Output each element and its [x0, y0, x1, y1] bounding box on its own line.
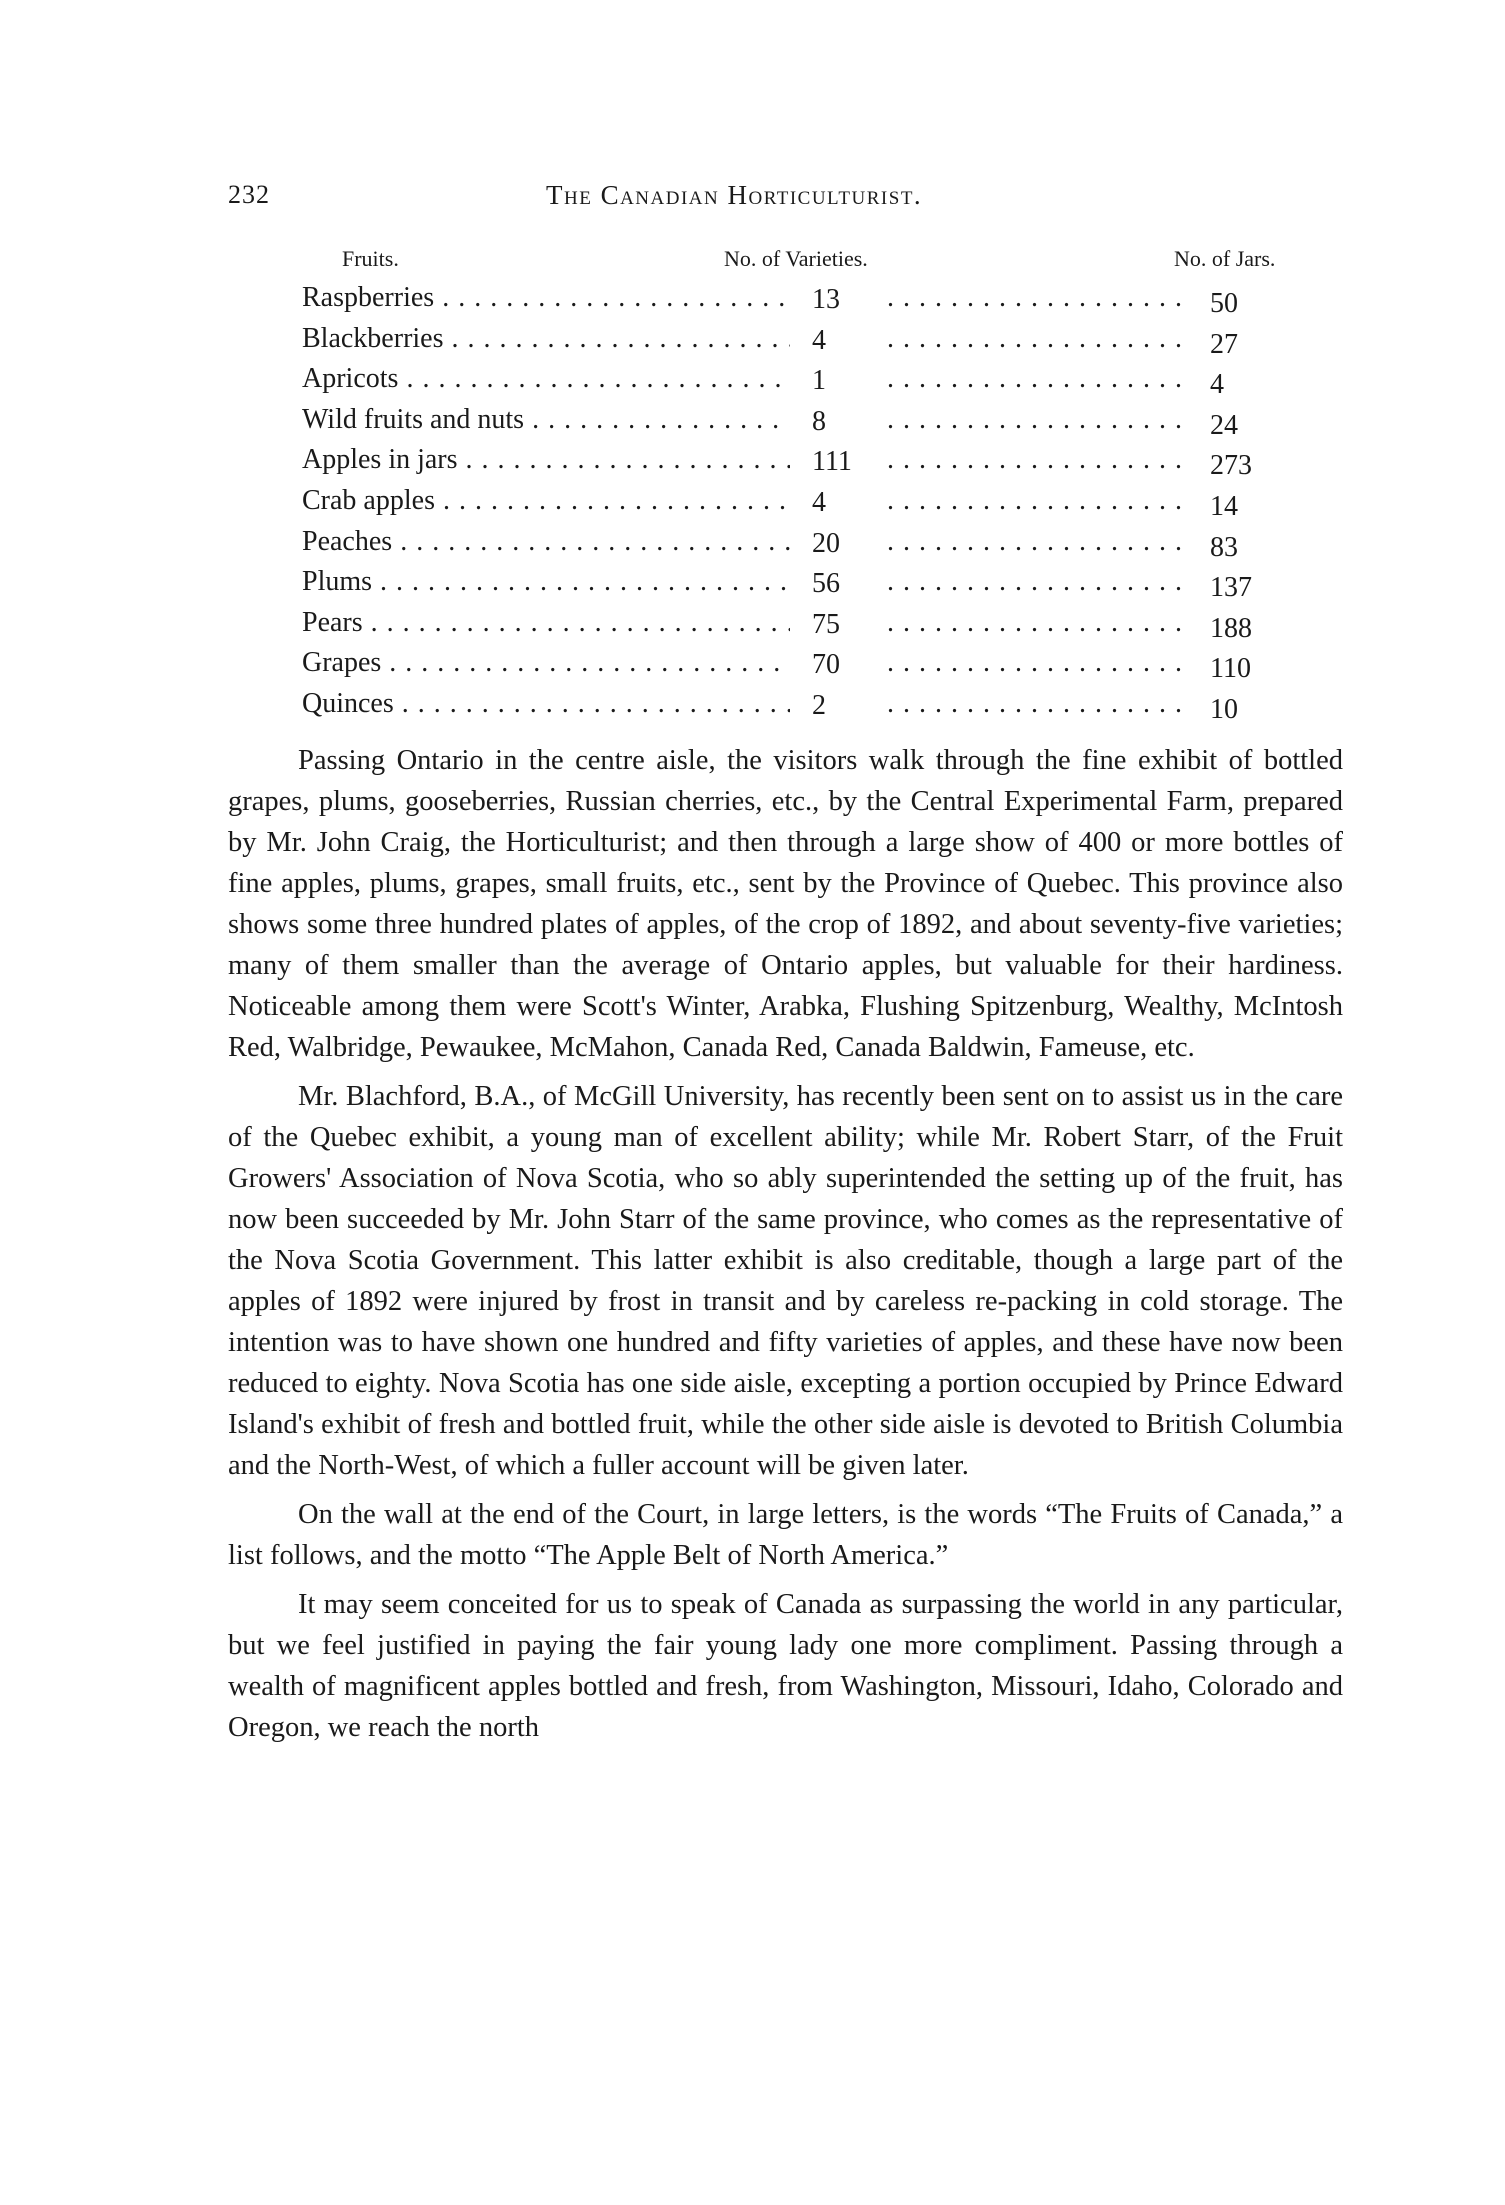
dot-leader: [887, 444, 1192, 476]
column-header-varieties: No. of Varieties.: [724, 246, 868, 271]
variety-count: 13: [812, 284, 872, 316]
fruit-name: Apples in jars . . .: [302, 444, 790, 476]
jar-count: 4: [1210, 369, 1290, 401]
jar-count: 10: [1210, 694, 1290, 726]
variety-count: 4: [812, 487, 872, 519]
dot-leader: [887, 363, 1192, 395]
variety-count: 1: [812, 365, 872, 397]
jar-count: 110: [1210, 653, 1290, 685]
table-row: [302, 607, 1332, 648]
jar-count: 273: [1210, 450, 1290, 482]
table-row: [302, 485, 1332, 526]
column-header-fruits: Fruits.: [342, 246, 399, 271]
dot-leader: [887, 282, 1192, 314]
table-row: [302, 404, 1332, 445]
variety-count: 70: [812, 649, 872, 681]
table-row: [302, 526, 1332, 567]
table-row: [302, 323, 1332, 364]
variety-count: 8: [812, 406, 872, 438]
variety-count: 2: [812, 690, 872, 722]
table-row: [302, 566, 1332, 607]
jar-count: 83: [1210, 532, 1290, 564]
table-row: [302, 444, 1332, 485]
variety-count: 111: [812, 446, 872, 478]
jar-count: 14: [1210, 491, 1290, 523]
table-row: [302, 363, 1332, 404]
dot-leader: [887, 526, 1192, 558]
dot-leader: [887, 688, 1192, 720]
jar-count: 27: [1210, 329, 1290, 361]
article-body: [228, 740, 1343, 1748]
dot-leader: [887, 404, 1192, 436]
paragraph-nova-scotia: Mr. Blachford, B.A., of McGill University, has recently been sent on to assist us in the care of the Quebec exhibit, a young man of excellent ability; while Mr. Robert Starr, of the Fruit Growers' Association of Nova Scotia, who so ably superintended the setting up of the fruit, has now been succeeded by Mr. John Starr of the same province, who comes as the representative of the Nova Scotia Government. This latter exhibit is also creditable, though a large part of the apples of 1892 were injured by frost in transit and by careless re-packing in cold storage. The intention was to have shown one hundred and fifty varieties of apples, and these have now been reduced to eighty. Nova Scotia has one side aisle, excepting a portion occupied by Prince Edward Island's exhibit of fresh and bottled fruit, while the other side aisle is devoted to British Columbia and the North-West, of which a fuller account will be given later.: [228, 1081, 1343, 1481]
dot-leader: [887, 647, 1192, 679]
variety-count: 20: [812, 528, 872, 560]
page-number: 232: [228, 180, 270, 209]
fruit-name: Pears . . .: [302, 607, 790, 639]
fruit-name: Wild fruits and nuts . . .: [302, 404, 790, 436]
fruit-name: Crab apples . . .: [302, 485, 790, 517]
variety-count: 4: [812, 325, 872, 357]
paragraph-wall-motto: On the wall at the end of the Court, in large letters, is the words “The Fruits of Canada,” a list follows, and the motto “The Apple Belt of North America.”: [228, 1499, 1343, 1571]
jar-count: 50: [1210, 288, 1290, 320]
variety-count: 56: [812, 568, 872, 600]
jar-count: 24: [1210, 410, 1290, 442]
dot-leader: [887, 566, 1192, 598]
table-row: [302, 282, 1332, 323]
fruit-name: Raspberries . . .: [302, 282, 790, 314]
dot-leader: [887, 485, 1192, 517]
fruit-table: [302, 246, 1332, 729]
fruit-name: Peaches . . .: [302, 526, 790, 558]
fruit-name: Plums . . .: [302, 566, 790, 598]
page-header: [228, 180, 1378, 220]
fruit-name: Quinces . . .: [302, 688, 790, 720]
jar-count: 188: [1210, 613, 1290, 645]
paragraph-canada-compliment: It may seem conceited for us to speak of Canada as surpassing the world in any particular, but we feel justified in paying the fair young lady one more compliment. Passing through a wealth of magnificent apples bottled and fresh, from Washington, Missouri, Idaho, Colorado and Oregon, we reach the north: [228, 1589, 1343, 1743]
paragraph-quebec-exhibit: Passing Ontario in the centre aisle, the visitors walk through the fine exhibit of bottled grapes, plums, gooseberries, Russian cherries, etc., by the Central Experimental Farm, prepared by Mr. John Craig, the Horticulturist; and then through a large show of 400 or more bottles of fine apples, plums, grapes, small fruits, etc., sent by the Province of Quebec. This province also shows some three hundred plates of apples, of the crop of 1892, and about seventy-five varieties; many of them smaller than the average of Ontario apples, but valuable for their hardiness. Noticeable among them were Scott's Winter, Arabka, Flushing Spitzenburg, Wealthy, McIntosh Red, Walbridge, Pewaukee, McMahon, Canada Red, Canada Baldwin, Fameuse, etc.: [228, 745, 1343, 1063]
fruit-name: Grapes . . .: [302, 647, 790, 679]
column-header-jars: No. of Jars.: [1174, 246, 1276, 271]
table-header-row: [302, 246, 1332, 282]
jar-count: 137: [1210, 572, 1290, 604]
variety-count: 75: [812, 609, 872, 641]
table-row: [302, 647, 1332, 688]
fruit-name: Blackberries . . .: [302, 323, 790, 355]
dot-leader: [887, 323, 1192, 355]
running-title: The Canadian Horticulturist.: [546, 180, 923, 210]
fruit-name: Apricots . . .: [302, 363, 790, 395]
table-row: [302, 688, 1332, 729]
dot-leader: [887, 607, 1192, 639]
